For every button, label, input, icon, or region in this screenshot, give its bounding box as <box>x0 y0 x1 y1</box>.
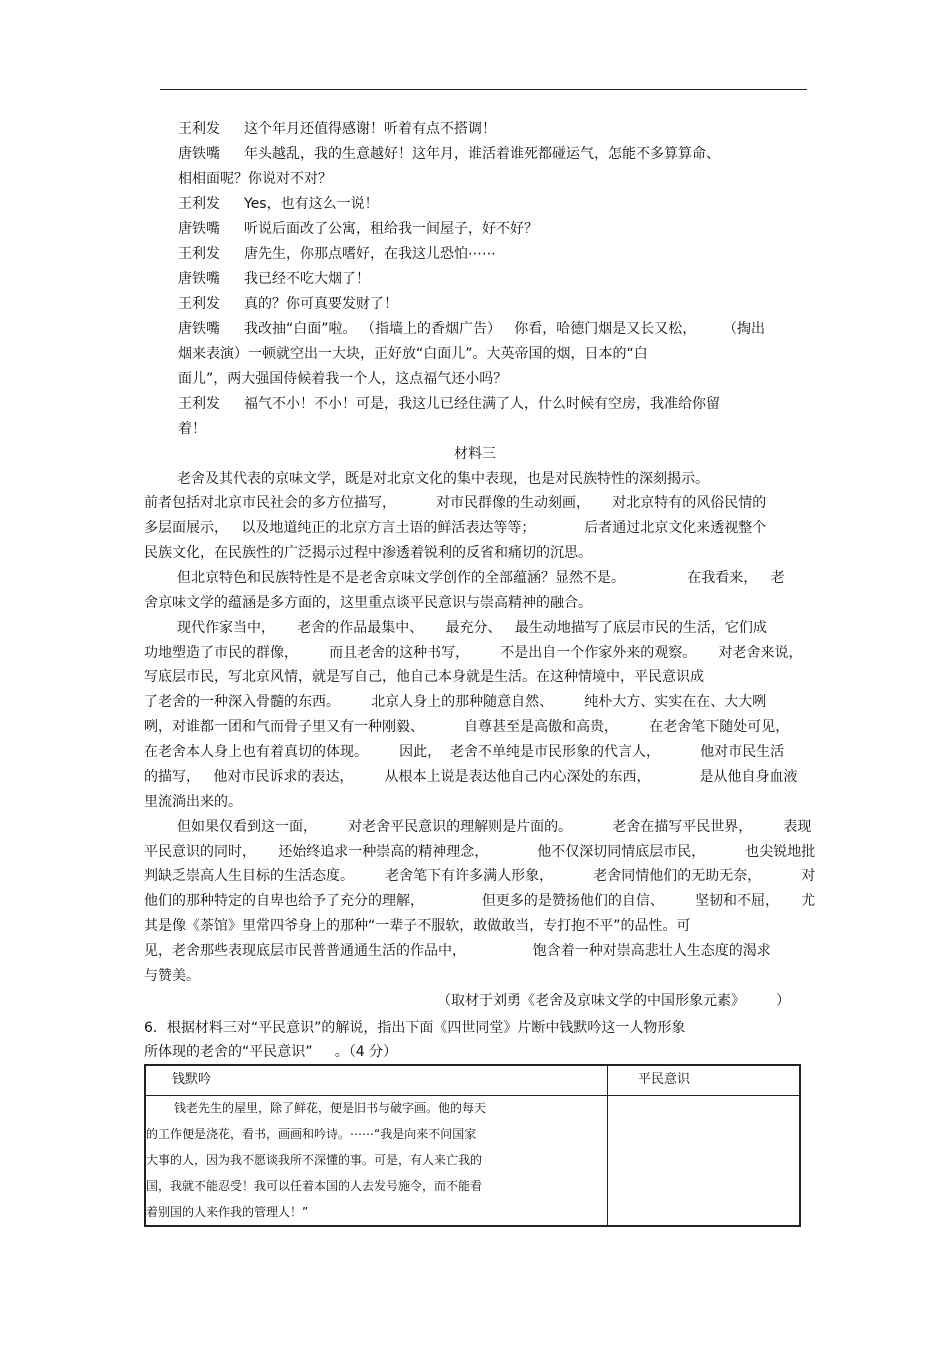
text-line: 民族文化，在民族性的广泛揭示过程中渗透着锐利的反省和痛切的沉思。 <box>144 545 592 561</box>
speaker-name: 王利发 <box>178 396 220 412</box>
excerpt-line: 国，我就不能忍受！我可以任着本国的人去发号施令，而不能看 <box>146 1179 483 1193</box>
speech-text: 这个年月还值得感谢！听着有点不搭调！ <box>244 121 496 137</box>
text-line: 判缺乏崇高人生目标的生活态度。 老舍笔下有许多满人形象， 老舍同情他们的无助无奈， 对 <box>144 868 816 884</box>
speech-text: 听说后面改了公寓，租给我一间屋子，好不好？ <box>244 221 538 237</box>
dialogue-continuation: 烟来表演）一顿就空出一大块，正好放“白面儿”。大英帝国的烟，日本的“白 <box>178 346 648 362</box>
dialogue-continuation: 着！ <box>178 421 206 437</box>
answer-table <box>144 1064 801 1227</box>
dialogue-continuation: 相相面呢？你说对不对？ <box>178 171 332 187</box>
excerpt-line: 钱老先生的屋里，除了鲜花，便是旧书与破字画。他的每天 <box>174 1101 487 1115</box>
text-line: 在老舍本人身上也有着真切的体现。 因此， 老舍不单纯是市民形象的代言人， 他对市民生活 <box>144 744 785 760</box>
speaker-name: 唐铁嘴 <box>178 321 220 337</box>
speech-text: 唐先生，你那点嗜好，在我这儿恐怕⋯⋯ <box>244 246 496 262</box>
speech-text: 真的？你可真要发财了！ <box>244 296 398 312</box>
text-line: 他们的那种特定的自卑也给予了充分的理解， 但更多的是赞扬他们的自信、 坚韧和不屈， 尤 <box>144 893 816 909</box>
excerpt-line: 大事的人，因为我不愿谈我所不深懂的事。可是，有人来亡我的 <box>146 1153 483 1167</box>
excerpt-line: 着别国的人来作我的管理人！” <box>146 1205 309 1219</box>
text-line: 写底层市民，写北京风情，就是写自己，他自己本身就是生活。在这种情境中，平民意识成 <box>144 669 704 685</box>
speech-text: 我已经不吃大烟了！ <box>244 271 370 287</box>
column-divider <box>607 1066 608 1225</box>
speech-text: Yes，也有这么一说！ <box>244 196 379 212</box>
text-line: 咧，对谁都一团和气而骨子里又有一种刚毅、 自尊甚至是高傲和高贵， 在老舍笔下随处可见， <box>144 719 790 735</box>
dialogue-line <box>178 395 720 413</box>
text-line: 与赞美。 <box>144 968 200 984</box>
text-line: 前者包括对北京市民社会的多方位描写， 对市民群像的生动刻画， 对北京特有的风俗民情的 <box>144 495 767 511</box>
dialogue-line <box>178 195 379 213</box>
text-line: 见，老舍那些表现底层市民普普通通生活的作品中， 饱含着一种对崇高悲壮人生态度的渴求 <box>144 943 771 959</box>
source-citation: （取材于刘勇《老舍及京味文学的中国形象元素》 ） <box>437 993 791 1009</box>
speaker-name: 王利发 <box>178 121 220 137</box>
dialogue-line <box>178 245 496 263</box>
text-line: 但北京特色和民族特性是不是老舍京味文学创作的全部蕴涵？显然不是。 在我看来， 老 <box>177 570 785 586</box>
text-line: 里流淌出来的。 <box>144 794 242 810</box>
text-line: 功地塑造了市民的群像， 而且老舍的这种书写， 不是出自一个作家外来的观察。 对老舍来说， <box>144 645 803 661</box>
speech-text: 福气不小！不小！可是，我这儿已经住满了人，什么时候有空房，我准给你留 <box>244 396 720 412</box>
speech-text: 年头越乱，我的生意越好！这年月，谁活着谁死都碰运气，怎能不多算算命、 <box>244 146 720 162</box>
text-line: 的描写， 他对市民诉求的表达， 从根本上说是表达他自己内心深处的东西， 是从他自身血液 <box>144 769 798 785</box>
text-line: 了老舍的一种深入骨髓的东西。 北京人身上的那种随意自然、 纯朴大方、实实在在、大大咧 <box>144 694 767 710</box>
text-line: 舍京味文学的蕴涵是多方面的，这里重点谈平民意识与崇高精神的融合。 <box>144 595 592 611</box>
text-line: 多层面展示， 以及地道纯正的北京方言土语的鲜活表达等等； 后者通过北京文化来透视整个 <box>144 520 767 536</box>
speaker-name: 唐铁嘴 <box>178 146 220 162</box>
speaker-name: 唐铁嘴 <box>178 221 220 237</box>
column-header: 平民意识 <box>638 1072 691 1087</box>
speaker-name: 唐铁嘴 <box>178 271 220 287</box>
dialogue-line <box>178 320 765 338</box>
text-line: 平民意识的同时， 还始终追求一种崇高的精神理念， 他不仅深切同情底层市民， 也尖锐地批 <box>144 844 816 860</box>
speaker-name: 王利发 <box>178 246 220 262</box>
text-line: 但如果仅看到这一面， 对老舍平民意识的理解则是片面的。 老舍在描写平民世界， 表现 <box>177 819 812 835</box>
question-text: 所体现的老舍的“平民意识” 。（4 分） <box>144 1044 398 1060</box>
excerpt-line: 的工作便是浇花，看书，画画和吟诗。⋯⋯“我是向来不问国家 <box>146 1127 477 1141</box>
table-header-row <box>146 1066 799 1096</box>
speech-text: 我改抽“白面”啦。 （指墙上的香烟广告） 你看，哈德门烟是又长又松， （掏出 <box>244 321 766 337</box>
question-text: 6．根据材料三对“平民意识”的解说，指出下面《四世同堂》片断中钱默吟这一人物形象 <box>144 1020 686 1036</box>
text-line: 其是像《茶馆》里常四爷身上的那种“一辈子不服软，敢做敢当，专打抱不平”的品性。可 <box>144 918 691 934</box>
dialogue-continuation: 面儿”，两大强国侍候着我一个人，这点福气还小吗？ <box>178 371 508 387</box>
dialogue-line <box>178 295 398 313</box>
section-heading: 材料三 <box>454 446 496 462</box>
text-line: 老舍及其代表的京味文学，既是对北京文化的集中表现，也是对民族特性的深刻揭示。 <box>177 471 709 487</box>
dialogue-line <box>178 120 496 138</box>
dialogue-line <box>178 220 538 238</box>
speaker-name: 王利发 <box>178 296 220 312</box>
text-line: 现代作家当中， 老舍的作品最集中、 最充分、 最生动地描写了底层市民的生活，它们成 <box>177 620 767 636</box>
column-header: 钱默吟 <box>172 1072 212 1087</box>
speaker-name: 王利发 <box>178 196 220 212</box>
header-rule <box>160 89 807 90</box>
dialogue-line <box>178 270 370 288</box>
dialogue-line <box>178 145 720 163</box>
